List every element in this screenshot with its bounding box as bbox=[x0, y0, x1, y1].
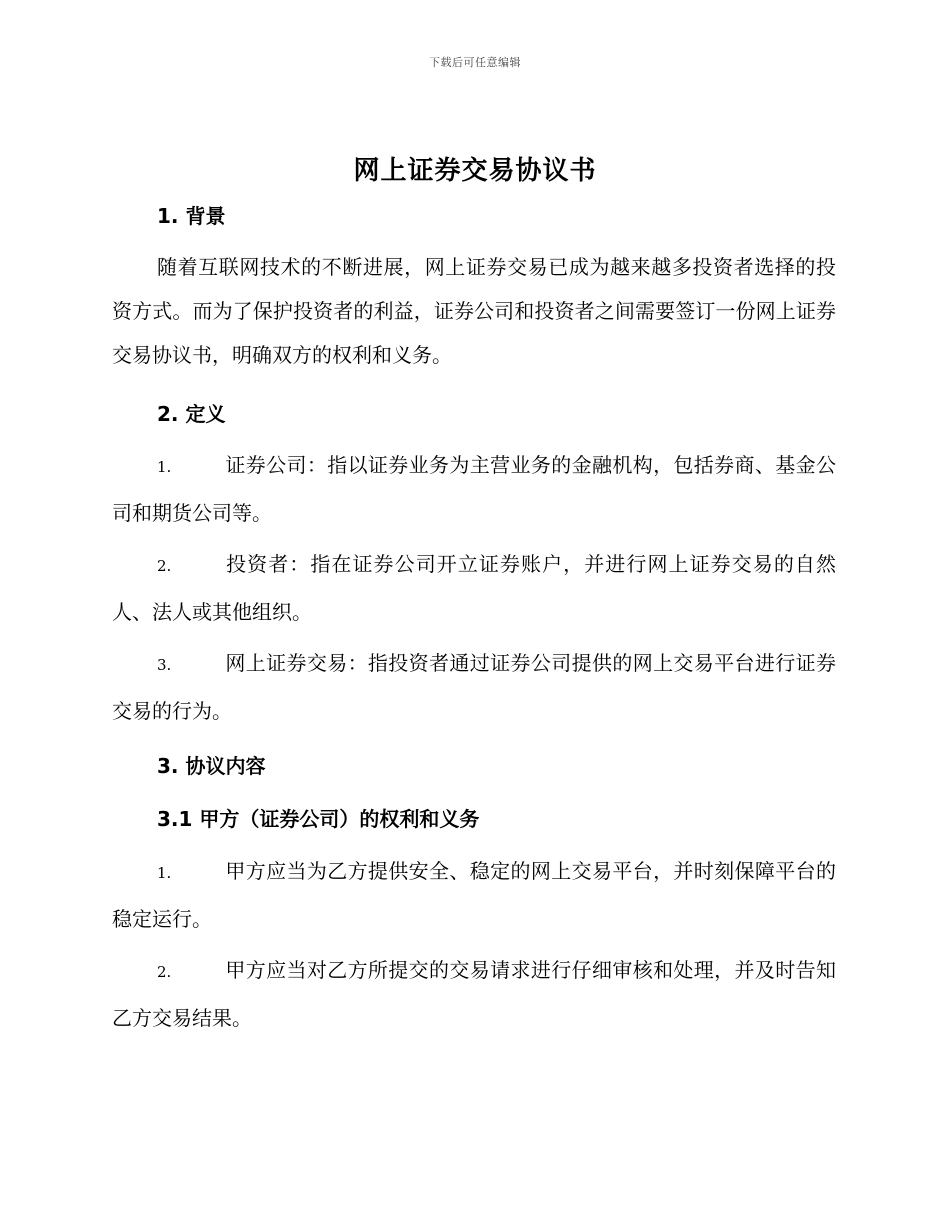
list-text: 网上证券交易：指投资者通过证券公司提供的网上交易平台进行证券交易的行为。 bbox=[112, 651, 836, 723]
list-text: 投资者：指在证券公司开立证券账户，并进行网上证券交易的自然人、法人或其他组织。 bbox=[112, 552, 836, 624]
definition-item bbox=[112, 640, 836, 734]
agreement-item bbox=[112, 848, 836, 942]
background-paragraph: 随着互联网技术的不断进展，网上证券交易已成为越来越多投资者选择的投资方式。而为了保护投资者的利益，证券公司和投资者之间需要签订一份网上证券交易协议书，明确双方的权利和义务。 bbox=[112, 255, 836, 367]
definition-item bbox=[112, 442, 836, 536]
list-number: 1. bbox=[157, 458, 172, 476]
list-text: 甲方应当对乙方所提交的交易请求进行仔细审核和处理，并及时告知乙方交易结果。 bbox=[112, 958, 836, 1030]
list-number: 2. bbox=[157, 963, 172, 981]
list-number: 2. bbox=[157, 557, 172, 575]
section-heading-background: 1. 背景 bbox=[157, 204, 226, 228]
list-text: 甲方应当为乙方提供安全、稳定的网上交易平台，并时刻保障平台的稳定运行。 bbox=[112, 859, 836, 931]
definition-item bbox=[112, 541, 836, 635]
section-heading-definitions: 2. 定义 bbox=[157, 402, 226, 426]
list-number: 3. bbox=[157, 656, 172, 674]
list-number: 1. bbox=[157, 864, 172, 882]
list-text: 证券公司：指以证券业务为主营业务的金融机构，包括券商、基金公司和期货公司等。 bbox=[112, 453, 836, 525]
subsection-heading-party-a: 3.1 甲方（证券公司）的权利和义务 bbox=[157, 807, 480, 831]
agreement-item bbox=[112, 947, 836, 1041]
document-title: 网上证券交易协议书 bbox=[353, 156, 597, 186]
section-heading-agreement: 3. 协议内容 bbox=[157, 754, 266, 778]
header-note: 下载后可任意编辑 bbox=[429, 56, 521, 69]
